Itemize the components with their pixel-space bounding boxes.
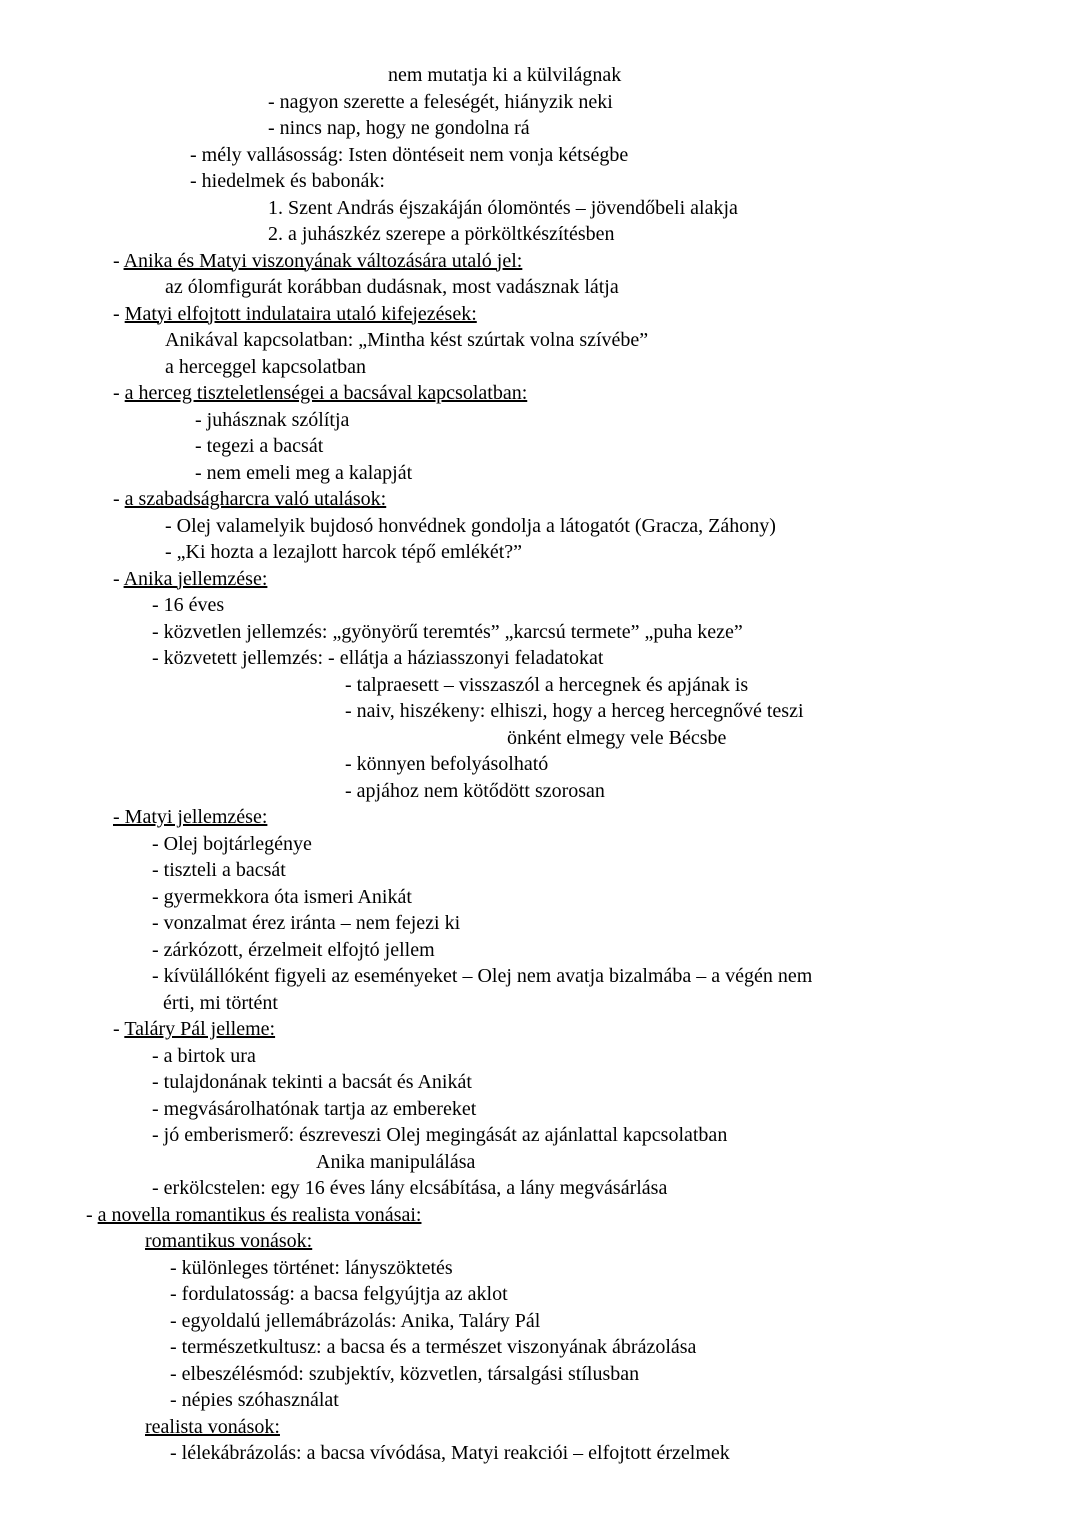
heading-line [0,804,1080,831]
text-line [0,672,1080,699]
text-line [0,778,1080,805]
line-text: nem mutatja ki a külvilágnak [388,64,622,86]
bullet-dash: - [113,382,125,404]
text-line [0,963,1080,990]
line-text: az ólomfigurát korábban dudásnak, most vadásznak látja [165,276,619,298]
line-text: - egyoldalú jellemábrázolás: Anika, Taláry Pál [170,1309,541,1332]
text-line [0,539,1080,566]
text-line [0,221,1080,248]
text-line [0,1361,1080,1388]
line-text: - gyermekkora óta ismeri Anikát [152,885,412,908]
text-line [0,274,1080,301]
line-text: - népies szóhasználat [170,1389,339,1411]
line-text: érti, mi történt [163,991,278,1014]
line-text: - tulajdonának tekinti a bacsát és Anikát [152,1071,472,1093]
line-text: - kívülállóként figyeli az eseményeket – Olej nem avatja bizalmába – a végén nem [152,965,813,987]
line-text: - nagyon szerette a feleségét, hiányzik neki [268,90,613,113]
text-line [0,1096,1080,1123]
text-line [0,407,1080,434]
heading-line [0,1202,1080,1229]
heading-text: Matyi elfojtott indulataira utaló kifejezések: [124,302,477,325]
heading-text: realista vonások: [145,1415,280,1438]
line-text: - naiv, hiszékeny: elhiszi, hogy a herceg hercegnővé teszi [345,700,804,722]
text-line [0,645,1080,672]
heading-line [0,380,1080,407]
text-line [0,1334,1080,1361]
text-line [0,460,1080,487]
text-line [0,592,1080,619]
bullet-dash: - [113,249,124,272]
line-text: Anikával kapcsolatban: „Mintha kést szúrtak volna szívébe” [165,329,649,351]
text-line [0,1387,1080,1414]
line-text: - hiedelmek és babonák: [190,170,385,192]
line-text: - megvásárolhatónak tartja az embereket [152,1097,477,1120]
heading-line [0,1414,1080,1441]
line-text: - mély vallásosság: Isten döntéseit nem vonja kétségbe [190,143,629,166]
heading-line [0,1228,1080,1255]
bullet-dash: - [113,567,124,590]
line-text: - nem emeli meg a kalapját [195,461,413,484]
text-line [0,433,1080,460]
line-text: - zárkózott, érzelmeit elfojtó jellem [152,938,435,961]
line-text: - erkölcstelen: egy 16 éves lány elcsábítása, a lány megvásárlása [152,1177,668,1199]
text-line [0,990,1080,1017]
heading-line [0,566,1080,593]
heading-line [0,486,1080,513]
heading-text: - Matyi jellemzése: [113,806,268,828]
heading-text: Anika jellemzése: [123,567,268,590]
text-line [0,62,1080,89]
text-line [0,831,1080,858]
line-text: - fordulatosság: a bacsa felgyújtja az aklot [170,1283,508,1305]
text-line [0,884,1080,911]
text-line [0,1043,1080,1070]
heading-line [0,1016,1080,1043]
bullet-dash: - [86,1203,98,1226]
text-line [0,1149,1080,1176]
heading-line [0,248,1080,275]
line-text: - nincs nap, hogy ne gondolna rá [268,117,530,139]
line-text: a herceggel kapcsolatban [165,355,367,378]
bullet-dash: - [113,302,125,325]
text-line [0,1281,1080,1308]
line-text: - a birtok ura [152,1044,256,1067]
line-text: - lélekábrázolás: a bacsa vívódása, Matyi reakciói – elfojtott érzelmek [170,1442,730,1464]
text-line [0,115,1080,142]
text-line [0,751,1080,778]
bullet-dash: - [113,488,125,510]
bullet-dash: - [113,1018,125,1040]
document-content [0,62,1080,1467]
line-text: - közvetlen jellemzés: „gyönyörű teremtés” „karcsú termete” „puha keze” [152,620,743,643]
text-line [0,1255,1080,1282]
line-text: - juhásznak szólítja [195,408,350,431]
text-line [0,725,1080,752]
line-text: - természetkultusz: a bacsa és a természet viszonyának ábrázolása [170,1336,697,1358]
line-text: - Olej valamelyik bujdosó honvédnek gondolja a látogatót (Gracza, Záhony) [165,514,776,537]
text-line [0,327,1080,354]
text-line [0,857,1080,884]
heading-line [0,301,1080,328]
text-line [0,89,1080,116]
line-text: - jó emberismerő: észreveszi Olej megingását az ajánlattal kapcsolatban [152,1124,728,1146]
line-text: - elbeszélésmód: szubjektív, közvetlen, társalgási stílusban [170,1362,640,1385]
heading-text: Taláry Pál jelleme: [124,1018,276,1040]
line-text: - tiszteli a bacsát [152,859,286,881]
heading-text: a herceg tiszteletlenségei a bacsával kapcsolatban: [124,382,528,404]
line-text: - talpraesett – visszaszól a hercegnek és apjának is [345,673,749,696]
text-line [0,1308,1080,1335]
line-text: - 16 éves [152,594,225,616]
heading-text: a novella romantikus és realista vonásai: [97,1203,422,1226]
line-text: - közvetett jellemzés: - ellátja a háziasszonyi feladatokat [152,647,604,669]
text-line [0,698,1080,725]
text-line [0,910,1080,937]
line-text: 2. a juhászkéz szerepe a pörköltkészítésben [268,223,615,245]
line-text: - különleges történet: lányszöktetés [170,1256,453,1279]
heading-text: Anika és Matyi viszonyának változására utaló jel: [123,249,523,272]
text-line [0,619,1080,646]
text-line [0,513,1080,540]
text-line [0,168,1080,195]
line-text: - tegezi a bacsát [195,435,324,457]
text-line [0,142,1080,169]
text-line [0,1175,1080,1202]
heading-text: a szabadságharcra való utalások: [124,488,387,510]
text-line [0,1440,1080,1467]
text-line [0,1122,1080,1149]
line-text: - Olej bojtárlegénye [152,832,312,855]
line-text: Anika manipulálása [316,1150,476,1173]
line-text: 1. Szent András éjszakáján ólomöntés – jövendőbeli alakja [268,196,738,219]
line-text: önként elmegy vele Bécsbe [507,726,727,749]
heading-text: romantikus vonások: [145,1230,313,1252]
text-line [0,937,1080,964]
line-text: - könnyen befolyásolható [345,753,549,775]
line-text: - vonzalmat érez iránta – nem fejezi ki [152,912,461,934]
text-line [0,354,1080,381]
text-line [0,1069,1080,1096]
line-text: - apjához nem kötődött szorosan [345,779,605,802]
text-line [0,195,1080,222]
line-text: - „Ki hozta a lezajlott harcok tépő emlékét?” [165,541,523,563]
